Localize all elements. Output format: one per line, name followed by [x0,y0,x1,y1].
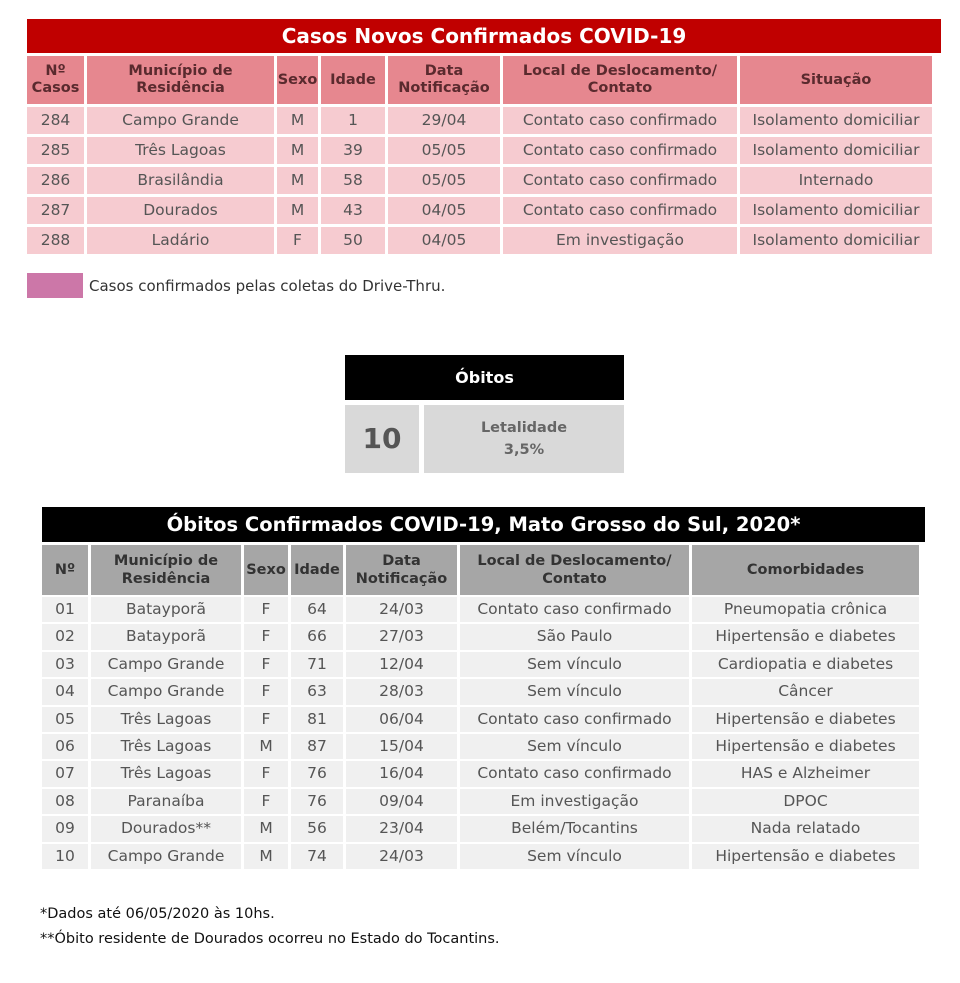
table-row [27,167,941,194]
table-cell: São Paulo [460,624,689,649]
table-row [27,197,941,224]
footnotes [40,902,500,952]
table-row [42,844,925,869]
table-cell: 74 [291,844,343,869]
table-cell: F [244,597,288,622]
table-cell: 76 [291,761,343,786]
table-cell: 12/04 [346,652,457,677]
table-cell: Brasilândia [87,167,274,194]
table-cell: Hipertensão e diabetes [692,707,919,732]
deaths-table [42,545,925,869]
legend-swatch [27,273,83,298]
table-cell: 81 [291,707,343,732]
table-cell: 10 [42,844,88,869]
table-row [42,816,925,841]
header-comorbidades: Comorbidades [692,545,919,595]
table-cell: 04/05 [388,227,500,254]
table-cell: Isolamento domiciliar [740,107,932,134]
table-cell: 28/03 [346,679,457,704]
header-num-casos: Nº Casos [27,56,84,104]
table-cell: 58 [321,167,385,194]
table-row [42,734,925,759]
header-municipio: Município de Residência [91,545,241,595]
table-cell: Sem vínculo [460,679,689,704]
table-cell: F [244,707,288,732]
table-cell: Contato caso confirmado [503,137,737,164]
table-cell: 27/03 [346,624,457,649]
table-cell: 76 [291,789,343,814]
table-cell: Campo Grande [91,679,241,704]
table-row [42,761,925,786]
table-cell: 02 [42,624,88,649]
table-cell: Isolamento domiciliar [740,227,932,254]
table-cell: M [277,197,318,224]
header-situacao: Situação [740,56,932,104]
table-cell: Nada relatado [692,816,919,841]
table-cell: 09/04 [346,789,457,814]
legend [27,273,445,298]
table-cell: Em investigação [460,789,689,814]
table-cell: Belém/Tocantins [460,816,689,841]
table-cell: 09 [42,816,88,841]
table-cell: 286 [27,167,84,194]
table-cell: Contato caso confirmado [460,597,689,622]
table-row [42,789,925,814]
table-cell: Em investigação [503,227,737,254]
table-cell: 71 [291,652,343,677]
table-cell: M [244,734,288,759]
deaths-rows [42,597,925,869]
table-cell: 87 [291,734,343,759]
letalidade-value: 3,5% [503,442,545,458]
table-cell: M [277,137,318,164]
table-cell: Batayporã [91,597,241,622]
new-cases-title: Casos Novos Confirmados COVID-19 [27,19,941,53]
table-cell: 287 [27,197,84,224]
new-cases-table [27,19,941,254]
table-cell: F [244,652,288,677]
table-cell: 66 [291,624,343,649]
table-row [27,107,941,134]
table-row [42,707,925,732]
table-cell: 05/05 [388,167,500,194]
table-cell: DPOC [692,789,919,814]
deaths-table-title: Óbitos Confirmados COVID-19, Mato Grosso do Sul, 2020* [42,507,925,542]
table-cell: Cardiopatia e diabetes [692,652,919,677]
table-cell: 15/04 [346,734,457,759]
footnote: **Óbito residente de Dourados ocorreu no Estado do Tocantins. [40,931,500,947]
table-cell: 07 [42,761,88,786]
table-cell: 16/04 [346,761,457,786]
table-cell: Três Lagoas [87,137,274,164]
letalidade-label: Letalidade [480,420,568,436]
table-cell: 08 [42,789,88,814]
header-idade: Idade [321,56,385,104]
table-cell: F [244,761,288,786]
table-cell: M [277,167,318,194]
table-cell: 29/04 [388,107,500,134]
table-cell: Batayporã [91,624,241,649]
table-cell: Contato caso confirmado [503,167,737,194]
table-cell: Contato caso confirmado [460,707,689,732]
table-cell: 63 [291,679,343,704]
table-cell: Três Lagoas [91,734,241,759]
table-cell: 01 [42,597,88,622]
table-cell: Campo Grande [91,652,241,677]
table-cell: 24/03 [346,597,457,622]
obitos-count: 10 [345,405,419,473]
table-cell: Contato caso confirmado [503,107,737,134]
table-cell: 04/05 [388,197,500,224]
header-idade: Idade [291,545,343,595]
table-cell: F [244,624,288,649]
new-cases-rows [27,107,941,254]
new-cases-header-row [27,56,941,104]
table-cell: 39 [321,137,385,164]
table-cell: Hipertensão e diabetes [692,624,919,649]
table-cell: Isolamento domiciliar [740,137,932,164]
letalidade-box [424,405,624,473]
table-cell: Contato caso confirmado [460,761,689,786]
table-cell: Isolamento domiciliar [740,197,932,224]
header-data-notificacao: Data Notificação [346,545,457,595]
table-cell: Sem vínculo [460,652,689,677]
table-cell: 50 [321,227,385,254]
table-row [27,137,941,164]
table-cell: 06 [42,734,88,759]
header-sexo: Sexo [277,56,318,104]
table-cell: 288 [27,227,84,254]
table-row [42,679,925,704]
table-row [27,227,941,254]
table-cell: Pneumopatia crônica [692,597,919,622]
table-cell: 23/04 [346,816,457,841]
table-cell: 24/03 [346,844,457,869]
table-cell: 56 [291,816,343,841]
table-cell: Hipertensão e diabetes [692,734,919,759]
table-cell: 1 [321,107,385,134]
table-cell: Dourados** [91,816,241,841]
table-cell: M [244,816,288,841]
obitos-title: Óbitos [345,355,624,400]
table-cell: 05/05 [388,137,500,164]
legend-text: Casos confirmados pelas coletas do Drive-Thru. [89,276,446,295]
header-local-contato: Local de Deslocamento/ Contato [460,545,689,595]
table-cell: 05 [42,707,88,732]
table-cell: Ladário [87,227,274,254]
table-cell: Contato caso confirmado [503,197,737,224]
table-cell: M [244,844,288,869]
table-cell: HAS e Alzheimer [692,761,919,786]
table-cell: 04 [42,679,88,704]
table-cell: Três Lagoas [91,707,241,732]
table-cell: Paranaíba [91,789,241,814]
table-cell: 64 [291,597,343,622]
footnote: *Dados até 06/05/2020 às 10hs. [40,906,275,922]
header-local-contato: Local de Deslocamento/ Contato [503,56,737,104]
header-num: Nº [42,545,88,595]
table-row [42,652,925,677]
table-cell: 284 [27,107,84,134]
table-cell: F [244,789,288,814]
table-row [42,624,925,649]
table-cell: 43 [321,197,385,224]
table-cell: F [244,679,288,704]
header-municipio: Município de Residência [87,56,274,104]
table-cell: 285 [27,137,84,164]
header-data-notificacao: Data Notificação [388,56,500,104]
table-cell: Campo Grande [87,107,274,134]
table-cell: Câncer [692,679,919,704]
table-cell: M [277,107,318,134]
table-cell: Sem vínculo [460,844,689,869]
table-row [42,597,925,622]
deaths-header-row [42,545,925,595]
table-cell: Campo Grande [91,844,241,869]
table-cell: F [277,227,318,254]
table-cell: Sem vínculo [460,734,689,759]
table-cell: Três Lagoas [91,761,241,786]
table-cell: 03 [42,652,88,677]
header-sexo: Sexo [244,545,288,595]
table-cell: Internado [740,167,932,194]
table-cell: Dourados [87,197,274,224]
table-cell: 06/04 [346,707,457,732]
table-cell: Hipertensão e diabetes [692,844,919,869]
